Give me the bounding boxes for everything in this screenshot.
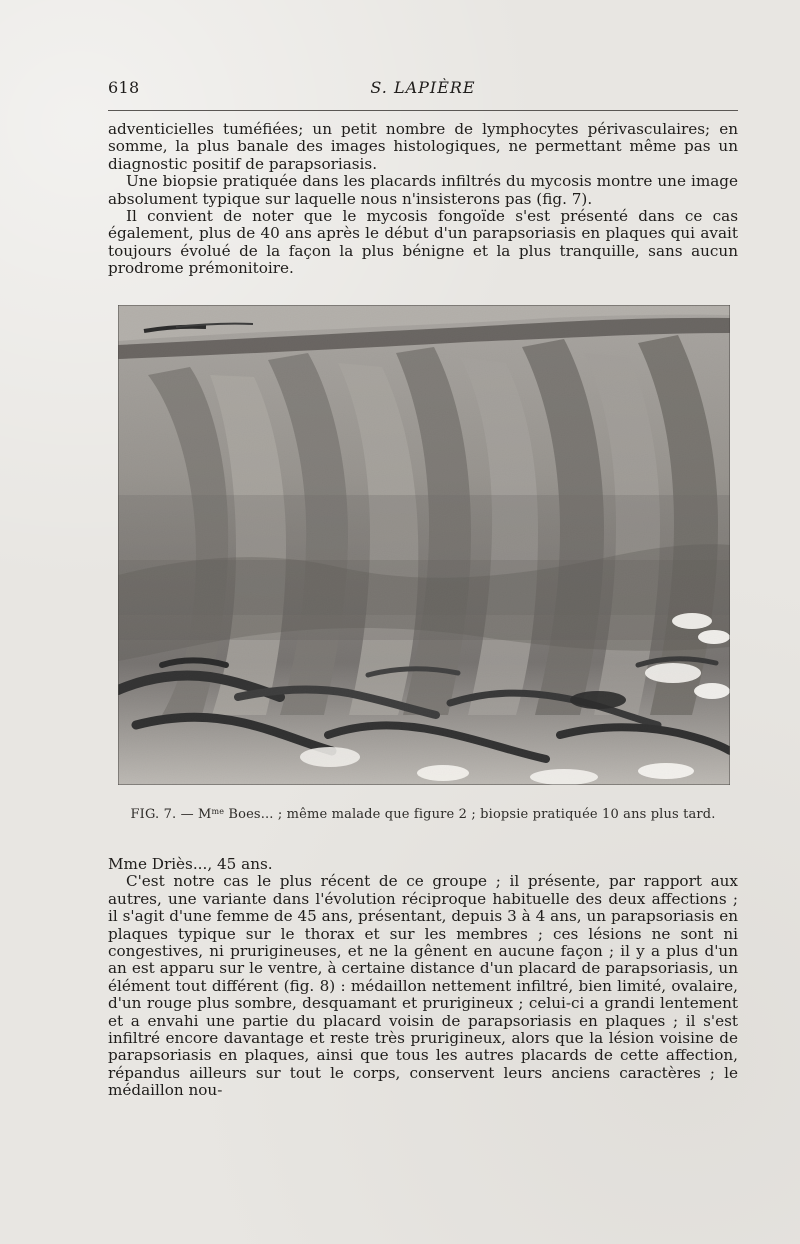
page-number: 618 bbox=[108, 78, 140, 97]
histology-figure bbox=[118, 305, 730, 785]
case-title: Mme Driès..., 45 ans. bbox=[108, 855, 273, 873]
figure-caption bbox=[108, 807, 738, 822]
top-text-block bbox=[108, 121, 738, 278]
top-paragraph-3: Il convient de noter que le mycosis fongoïde s'est présenté dans ce cas également, plus de 40 ans après le début d'un parapsoriasis en plaques qui avait toujours évolué de la façon la plus bénigne et la plus tranquille, sans aucun prodrome prémonitoire. bbox=[108, 207, 738, 278]
caption-prefix: FIG. 7. — M bbox=[130, 807, 212, 822]
case-description: C'est notre cas le plus récent de ce groupe ; il présente, par rapport aux autres, une variante dans l'évolution réciproque habituelle des deux affections ; il s'agit d'une femme de 45 ans, présentant, depuis 3 à 4 ans, un parapsoriasis en plaques typique sur le thorax et sur les membres ; ces lésions ne sont ni congestives, ni prurigineuses, et ne la gênent en aucune façon ; il y a plus d'un an est apparu sur le ventre, à certaine distance d'un placard de parapsoriasis, un élément tout différent (fig. 8) : médaillon nettement infiltré, bien limité, ovalaire, d'un rouge plus sombre, desquamant et prurigineux ; celui-ci a grandi lentement et a envahi une partie du placard voisin de parapsoriasis en plaques ; il s'est infiltré encore davantage et reste très prurigineux, alors que la lésion voisine de parapsoriasis en plaques, ainsi que tous les autres placards de cette affection, répandus ailleurs sur tout le corps, conservent leurs anciens caractères ; le médaillon nou- bbox=[108, 872, 738, 1100]
header-rule bbox=[108, 110, 738, 111]
photo-grain bbox=[118, 305, 730, 785]
page-header bbox=[108, 78, 738, 106]
top-paragraph-2: Une biopsie pratiquée dans les placards infiltrés du mycosis montre une image absolument typique sur laquelle nous n'insisterons pas (fig. 7). bbox=[108, 172, 738, 208]
histology-micrograph bbox=[118, 305, 730, 785]
caption-suffix: Boes... ; même malade que figure 2 ; biopsie pratiquée 10 ans plus tard. bbox=[224, 807, 716, 822]
bottom-text-block bbox=[108, 856, 738, 1100]
caption-superscript: me bbox=[211, 807, 225, 816]
running-head: S. LAPIÈRE bbox=[370, 78, 476, 97]
top-paragraph-1: adventicielles tuméfiées; un petit nombre de lymphocytes périvasculaires; en somme, la plus banale des images histologiques, ne permettant même pas un diagnostic positif de parapsoriasis. bbox=[108, 120, 738, 173]
